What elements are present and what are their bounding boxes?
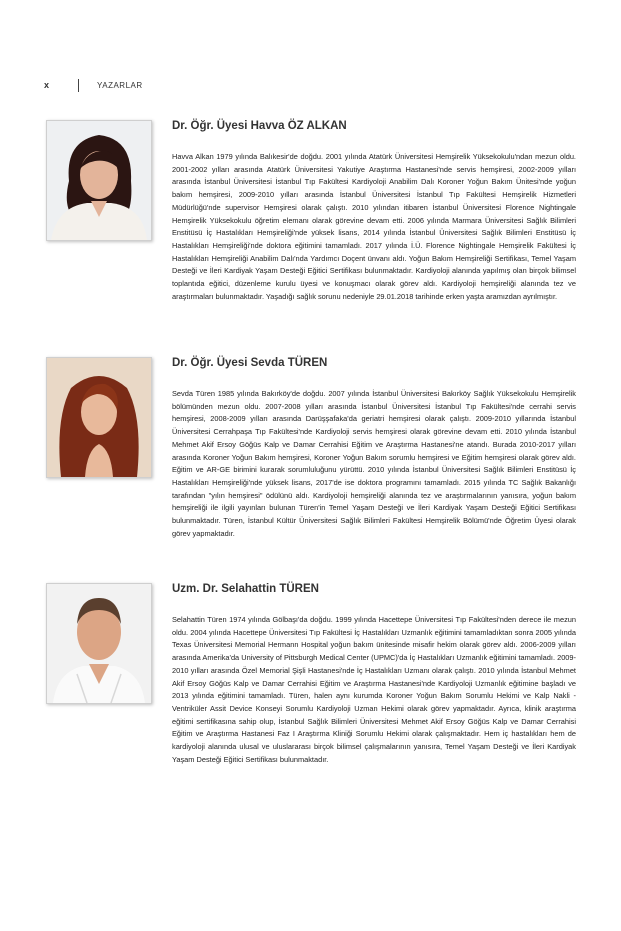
author-photo (46, 120, 152, 241)
page-number: x (44, 80, 50, 90)
header-divider (78, 79, 79, 92)
portrait-woman-dark-hair (47, 121, 151, 240)
author-bio: Havva Alkan 1979 yılında Balıkesir'de doğdu. 2001 yılında Atatürk Üniversitesi Hemşirelik Yüksekokulu'ndan mezun oldu. 2001-2002 yılları arasında Atatürk Üniversitesi Yakutiye Araştırma Hastanesi'nde servis hemşiresi, 2002-2009 yılları arasında İstanbul Üniversitesi İstanbul Tıp Fakültesi Kardiyoloji Anabilim Dalı Koroner Yoğun Bakım Ünitesi'nde yoğun bakım hemşiresi, 2009-2010 yılları arasında İstanbul Üniversitesi İstanbul Tıp Fakültesi Hemşirelik Hizmetleri Müdürlüğü'nde supervisor Hemşiresi olarak çalıştı. 2010 yılından itibaren İstanbul Üniversitesi Florence Nightingale Hemşirelik Yüksekokulu öğretim elemanı olarak görevine devam etti. 2006 yılında Marmara Üniversitesi Sağlık Bilimleri Enstitüsü İç Hastalıkları Hemşireliği'nde yüksek lisans, 2014 yılında İstanbul Üniversitesi Sağlık Bilimleri Enstitüsü İç Hastalıkları Hemşireliği'nde doktora eğitimini tamamladı. 2017 yılında İ.Ü. Florence Nightingale Hemşirelik Fakültesi İç Hastalıkları Hemşireliği Anabilim Dalı'nda Yardımcı Doçent ünvanı aldı. Yoğun Bakım Hemşireliği Sertifikası, Temel Yaşam Desteği ve İleri Kardiyak Yaşam Desteği Eğitici Sertifikası bulunmaktadır. Kardiyoloji alanında yapılmış olan birçok bilimsel toplantıda eğitici, düzenleme kurulu üyesi ve konuşmacı olarak görev aldı. Kardiyoloji hemşireliği alanında tez ve araştırmaları bulunmaktadır. Yaşadığı sağlık sorunu nedeniyle 29.01.2018 tarihinde erken yaşta aramızdan ayrılmıştır. (172, 152, 576, 301)
author-photo (46, 357, 152, 478)
author-name: Uzm. Dr. Selahattin TÜREN (172, 583, 319, 595)
portrait-woman-red-hair (47, 358, 151, 477)
author-photo (46, 583, 152, 704)
section-title: YAZARLAR (97, 80, 143, 90)
author-bio: Sevda Türen 1985 yılında Bakırköy'de doğdu. 2007 yılında İstanbul Üniversitesi Bakırköy Sağlık Yüksekokulu Hemşirelik bölümünden mezun oldu. 2007-2008 yılları arasında İstanbul Üniversitesi İstanbul Tıp Fakültesi'nde cerrahi servis hemşiresi, 2008-2009 yılları arasında Darüşşafaka'da geriatri hemşiresi olarak çalıştı. 2009-2010 yıllarında İstanbul Üniversitesi Cerrahpaşa Tıp Fakültesi'nde Kardiyoloji servis hemşiresi olarak görevine devam etti. 2010 yılında İstanbul Mehmet Akif Ersoy Göğüs Kalp ve Damar Cerrahisi Eğitim ve Araştırma Hastanesi'ne atandı. Burada 2010-2017 yılları arasında Koroner Yoğun Bakım hemşiresi, Koroner Yoğun Bakım sorumlu hemşiresi ve Eğitim hemşiresi olarak görev aldı. Eğitim ve AR-GE birimini kurarak sorumluluğunu yürüttü. 2010 yılında İstanbul Üniversitesi Sağlık Bilimleri Enstitüsü İç Hastalıkları Hemşireliği'nde yüksek lisans, 2017'de ise doktora programını tamamladı. 2015 yılında TC Sağlık Bakanlığı tarafından "yılın hemşiresi" ödülünü aldı. Kardiyoloji hemşireliği alanında tez ve araştırmalarının yanısıra, yoğun bakım hemşireliği ile ilgili yayınları bulunan Türen'in Temel Yaşam Desteği ve İleri Kardiyak Yaşam Desteği Eğitici Sertifikası bulunmaktadır. Türen, İstanbul Kültür Üniversitesi Sağlık Bilimleri Fakültesi Hemşirelik Bölümü'nde Öğretim Üyesi olarak görev yapmaktadır. (172, 389, 576, 538)
portrait-man-white-coat (47, 584, 151, 703)
author-name: Dr. Öğr. Üyesi Sevda TÜREN (172, 357, 328, 369)
author-name: Dr. Öğr. Üyesi Havva ÖZ ALKAN (172, 120, 347, 132)
author-bio: Selahattin Türen 1974 yılında Gölbaşı'da doğdu. 1999 yılında Hacettepe Üniversitesi Tıp Fakültesi'nden derece ile mezun oldu. 2004 yılında Hacettepe Üniversitesi Tıp Fakültesi İç Hastalıkları Uzmanlık eğitimini tamamladıktan sonra 2005 yılında Texas Üniversitesi Memorial Hermann Hospital yoğun bakım ünitesinde misafir hekim olarak görev aldı. 2006-2009 yılları arasında Amerika'da University of Pittsburgh Medical Center (UPMC)'da İç Hastalıkları Uzmanlık eğitimini tamamladı. 2009-2010 yılları arasında Özel Memorial Şişli Hastanesi'nde İç Hastalıkları Uzmanı olarak çalıştı. 2010 yılında İstanbul Mehmet Akif Ersoy Göğüs Kalp ve Damar Cerrahisi Eğitim ve Araştırma Hastanesi'nde Kardiyoloji Uzmanlık eğitimine başladı ve 2013 yılında eğitimini tamamladı. Türen, halen aynı kurumda Koroner Yoğun Bakım Sorumlu Hekimi ve Kalp Nakli - Ventriküler Assit Device Konseyi Sorumlu Kardiyoloji Uzman Hekimi olarak görev yapmaktadır. Ayrıca, klinik araştırma eğitimi sertifikasına sahip olup, İstanbul Sağlık Bilimleri Üniversitesi Mehmet Akif Ersoy Göğüs Kalp ve Damar Cerrahisi Eğitim ve Araştırma Hastanesi Faz I Araştırma Kliniği Sorumlu Hekimi olarak çalışmaktadır. Hem iç hastalıkları hem de kardiyoloji alanında ulusal ve uluslararası birçok bilimsel çalışmalarının yanısıra, Temel Yaşam Desteği ve İleri Kardiyak Yaşam Desteği Eğitici Sertifikası bulunmaktadır. (172, 615, 576, 764)
running-header (44, 78, 143, 92)
